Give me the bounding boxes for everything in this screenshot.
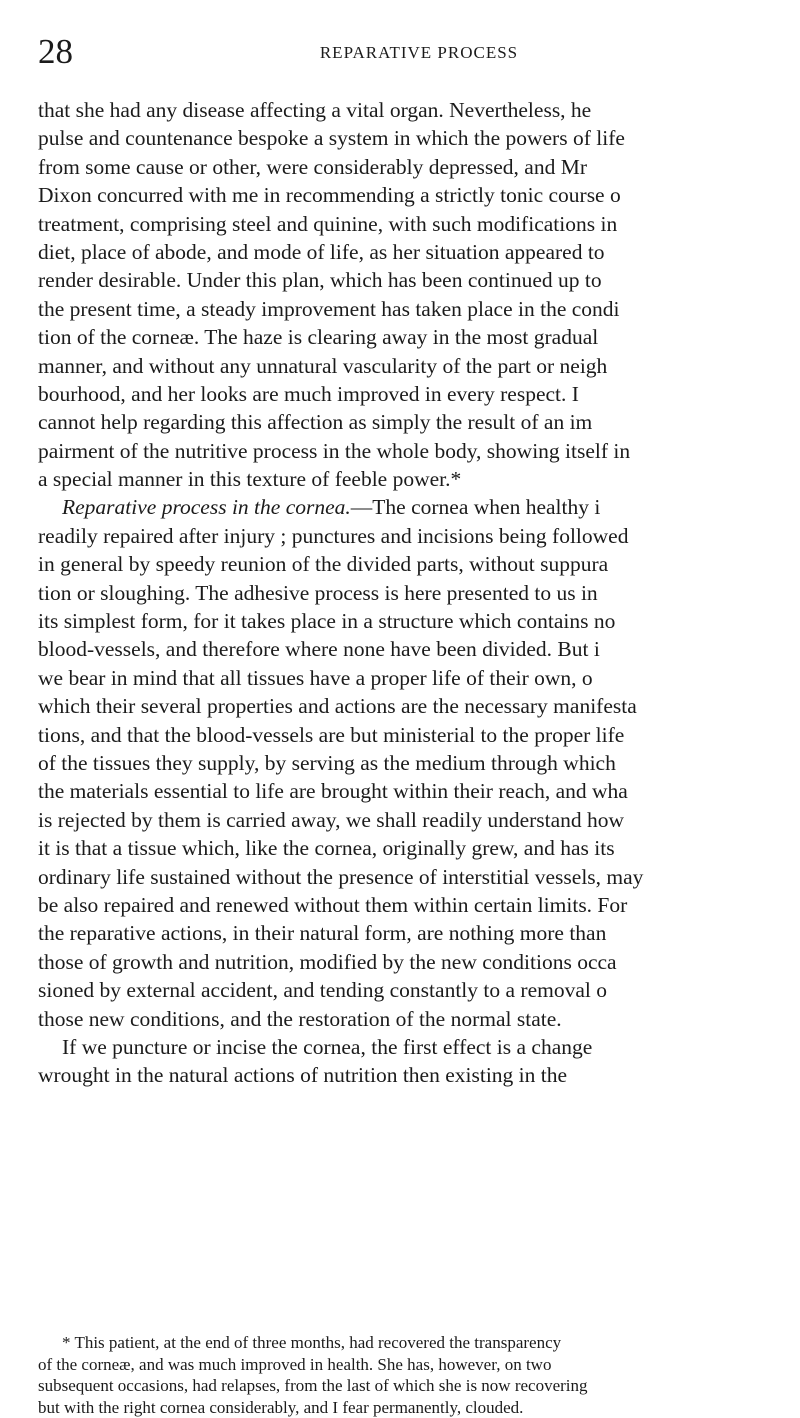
text-line: readily repaired after injury ; punctures and incisions being followed [38, 522, 800, 550]
text-line: tion of the corneæ. The haze is clearing away in the most gradual [38, 323, 800, 351]
text-line: wrought in the natural actions of nutrition then existing in the [38, 1061, 800, 1089]
text-line: render desirable. Under this plan, which has been continued up to [38, 266, 800, 294]
text-line: we bear in mind that all tissues have a proper life of their own, o [38, 664, 800, 692]
text-line: diet, place of abode, and mode of life, as her situation appeared to [38, 238, 800, 266]
text-line: the present time, a steady improvement has taken place in the condi [38, 295, 800, 323]
text-line: treatment, comprising steel and quinine, with such modifications in [38, 210, 800, 238]
text-line: of the tissues they supply, by serving as the medium through which [38, 749, 800, 777]
text-line: tions, and that the blood-vessels are but ministerial to the proper life [38, 721, 800, 749]
text-line: the reparative actions, in their natural form, are nothing more than [38, 919, 800, 947]
footnote-line: but with the right cornea considerably, and I fear permanently, clouded. [38, 1397, 800, 1418]
footnote [38, 1332, 800, 1418]
text-line: which their several properties and actions are the necessary manifesta [38, 692, 800, 720]
text-line: its simplest form, for it takes place in a structure which contains no [38, 607, 800, 635]
paragraph-1 [38, 96, 800, 493]
section-lead-italic: Reparative process in the cornea. [62, 495, 351, 519]
text-line: it is that a tissue which, like the cornea, originally grew, and has its [38, 834, 800, 862]
text-line: pulse and countenance bespoke a system in which the powers of life [38, 124, 800, 152]
text-line: is rejected by them is carried away, we shall readily understand how [38, 806, 800, 834]
text-line: pairment of the nutritive process in the whole body, showing itself in [38, 437, 800, 465]
text-line: that she had any disease affecting a vital organ. Nevertheless, he [38, 96, 800, 124]
footnote-line: subsequent occasions, had relapses, from the last of which she is now recovering [38, 1375, 800, 1397]
paragraph-2 [38, 493, 800, 1032]
text-line: sioned by external accident, and tending constantly to a removal o [38, 976, 800, 1004]
page-number: 28 [38, 34, 73, 70]
text-line: from some cause or other, were considerably depressed, and Mr [38, 153, 800, 181]
text-line: manner, and without any unnatural vascularity of the part or neigh [38, 352, 800, 380]
text-line: ordinary life sustained without the presence of interstitial vessels, may [38, 863, 800, 891]
paragraph-lead-line [38, 493, 800, 521]
footnote-line: * This patient, at the end of three months, had recovered the transparency [38, 1332, 800, 1354]
footnote-line: of the corneæ, and was much improved in health. She has, however, on two [38, 1354, 800, 1376]
text-line: a special manner in this texture of feeble power.* [38, 465, 800, 493]
text-line: blood-vessels, and therefore where none have been divided. But i [38, 635, 800, 663]
text-line: cannot help regarding this affection as simply the result of an im [38, 408, 800, 436]
text-line: those new conditions, and the restoration of the normal state. [38, 1005, 800, 1033]
lead-continuation: —The cornea when healthy i [351, 495, 601, 519]
running-title: REPARATIVE PROCESS [38, 43, 800, 63]
page-header [38, 34, 800, 70]
text-line: in general by speedy reunion of the divided parts, without suppura [38, 550, 800, 578]
text-line: tion or sloughing. The adhesive process is here presented to us in [38, 579, 800, 607]
text-line: the materials essential to life are brought within their reach, and wha [38, 777, 800, 805]
text-line: be also repaired and renewed without them within certain limits. For [38, 891, 800, 919]
text-line: those of growth and nutrition, modified by the new conditions occa [38, 948, 800, 976]
text-line: bourhood, and her looks are much improved in every respect. I [38, 380, 800, 408]
text-line: Dixon concurred with me in recommending a strictly tonic course o [38, 181, 800, 209]
paragraph-3 [38, 1033, 800, 1090]
body-text [38, 96, 800, 1090]
text-line: If we puncture or incise the cornea, the first effect is a change [38, 1033, 800, 1061]
